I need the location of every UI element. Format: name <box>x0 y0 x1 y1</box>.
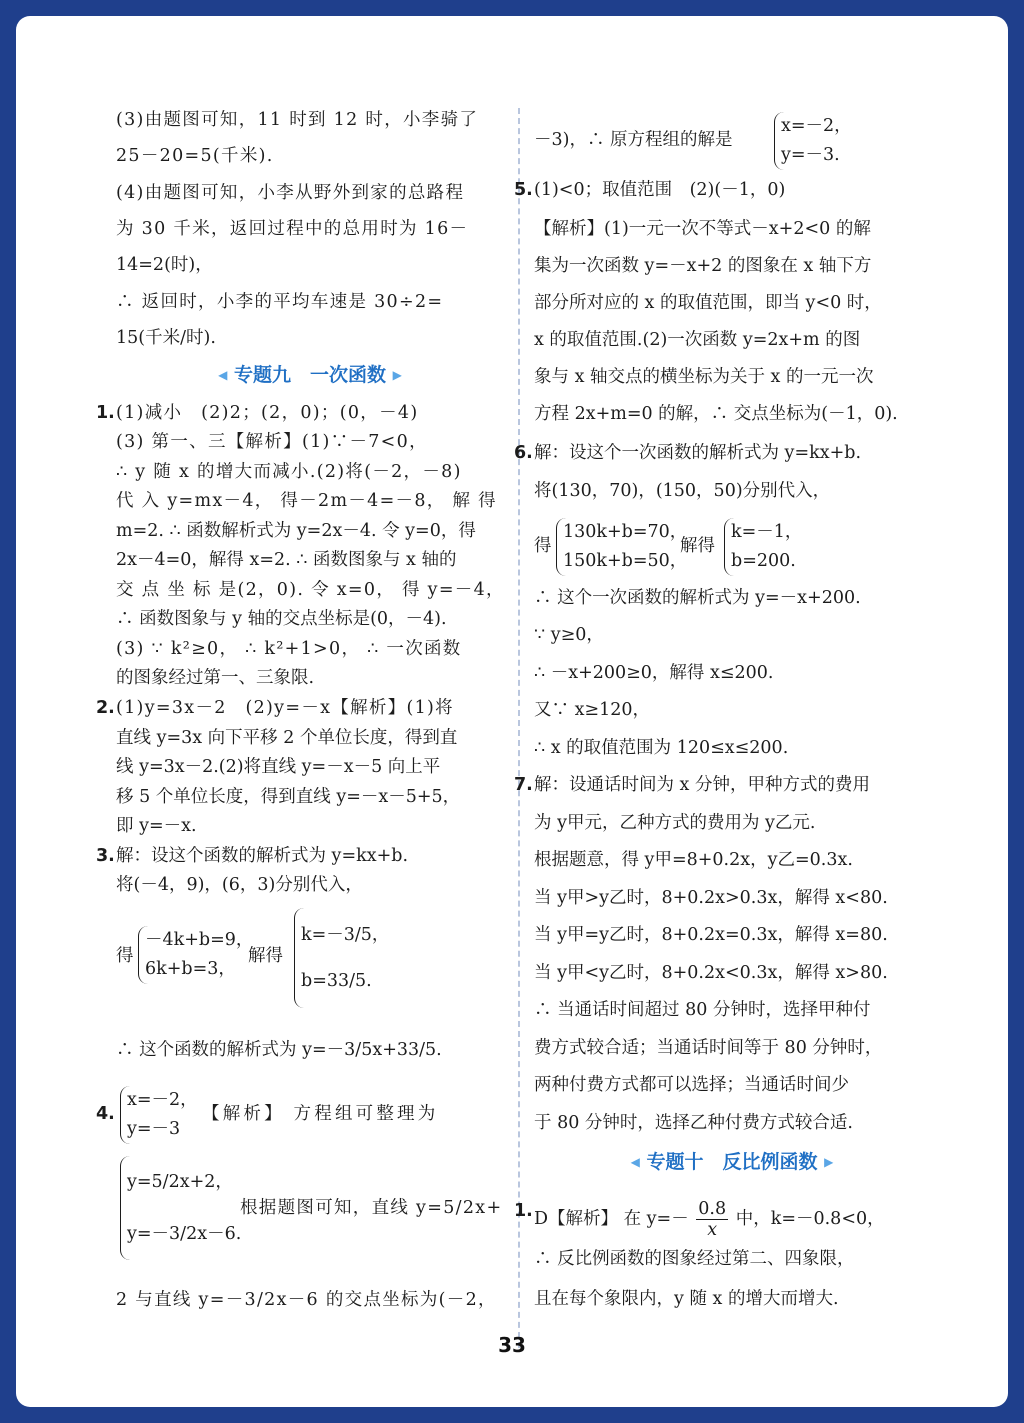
text-line: (4)由题图可知，小李从野外到家的总路程 <box>116 183 465 203</box>
text-line: 两种付费方式都可以选择；当通话时间少 <box>534 1075 849 1095</box>
equation-system <box>120 1156 241 1260</box>
text-line: 代 入 y=mx－4， 得－2m－4=－8， 解 得 <box>116 491 497 511</box>
triangle-left-icon: ◀ <box>218 368 228 382</box>
text-line: 2x－4=0，解得 x=2. ∴ 函数图象与 x 轴的 <box>116 550 457 570</box>
text-line: 部分所对应的 x 的取值范围，即当 y<0 时， <box>534 293 882 313</box>
question-number: 3. <box>96 846 115 866</box>
text-line: (3) 第一、三【解析】(1)∵－7<0， <box>116 432 428 452</box>
text-line: 根据题意，得 y甲=8+0.2x，y乙=0.3x. <box>534 850 853 870</box>
question-number: 5. <box>514 180 533 200</box>
text-line: ∵ y≥0， <box>534 625 604 645</box>
equation: k=－1， <box>731 522 803 542</box>
text-fragment: D【解析】 在 y=－ <box>534 1209 689 1229</box>
text-line: (3)由题图可知，11 时到 12 时，小李骑了 <box>116 110 479 130</box>
equation: b=200. <box>731 551 796 571</box>
text-line: 将(130，70)，(150，50)分别代入， <box>534 481 831 501</box>
text-line: 14=2(时)， <box>116 255 213 275</box>
text-line: ∴ y 随 x 的增大而减小.(2)将(－2，－8) <box>116 462 462 482</box>
equation: 130k+b=70， <box>563 522 688 542</box>
equation: 150k+b=50， <box>563 551 688 571</box>
text-line: ∴ －x+200≥0，解得 x≤200. <box>534 663 774 683</box>
question-number: 1. <box>514 1201 533 1221</box>
fraction-denominator: x <box>707 1220 718 1240</box>
equation: －4k+b=9， <box>145 930 254 950</box>
text-line: 根据题图可知，直线 y=5/2x+ <box>240 1198 503 1218</box>
column-divider <box>518 108 520 1348</box>
text-line: －3)，∴ 原方程组的解是 <box>534 130 733 150</box>
text-line: 解得 <box>680 536 715 556</box>
equation: y=－3/2x－6. <box>127 1224 242 1244</box>
text-line: 当 y甲>y乙时，8+0.2x>0.3x，解得 x<80. <box>534 888 888 908</box>
text-line: 解：设这个一次函数的解析式为 y=kx+b. <box>534 443 862 463</box>
text-line <box>534 1199 885 1240</box>
text-line: 得 <box>534 536 552 556</box>
text-line: 为 y甲元，乙种方式的费用为 y乙元. <box>534 813 816 833</box>
text-line: 直线 y=3x 向下平移 2 个单位长度，得到直 <box>116 728 458 748</box>
triangle-left-icon: ◀ <box>630 1155 640 1169</box>
text-line: 方程 2x+m=0 的解，∴ 交点坐标为(－1，0). <box>534 404 898 424</box>
text-line: 集为一次函数 y=－x+2 的图象在 x 轴下方 <box>534 256 872 276</box>
text-line: ∴ 当通话时间超过 80 分钟时，选择甲种付 <box>534 1000 871 1020</box>
text-line: 移 5 个单位长度，得到直线 y=－x－5+5， <box>116 787 461 807</box>
text-line: 又∵ x≥120， <box>534 700 650 720</box>
question-number: 4. <box>96 1104 115 1124</box>
text-line: 即 y=－x. <box>116 816 197 836</box>
text-line: 【解析】(1)一元一次不等式－x+2<0 的解 <box>534 219 871 239</box>
text-line: x 的取值范围.(2)一次函数 y=2x+m 的图 <box>534 330 861 350</box>
document-page <box>16 16 1008 1407</box>
equation: y=－3. <box>781 145 840 165</box>
text-line: 象与 x 轴交点的横坐标为关于 x 的一元一次 <box>534 367 874 387</box>
section-heading <box>116 362 504 388</box>
text-line: (1)<0；取值范围 (2)(－1，0) <box>534 180 786 200</box>
text-line: ∴ 这个一次函数的解析式为 y=－x+200. <box>534 588 861 608</box>
equation: k=－3/5， <box>301 925 390 945</box>
text-line: 【解析】 方程组可整理为 <box>202 1104 439 1124</box>
equation: 6k+b=3， <box>145 959 236 979</box>
equation-system <box>724 518 802 576</box>
text-line: 解得 <box>248 946 283 966</box>
text-line: 解：设通话时间为 x 分钟，甲种方式的费用 <box>534 775 870 795</box>
text-line: 解：设这个函数的解析式为 y=kx+b. <box>116 846 409 866</box>
question-number: 2. <box>96 698 115 718</box>
text-line: 且在每个象限内，y 随 x 的增大而增大. <box>534 1289 839 1309</box>
text-line: m=2. ∴ 函数解析式为 y=2x－4. 令 y=0，得 <box>116 521 476 541</box>
text-line: 费方式较合适；当通话时间等于 80 分钟时， <box>534 1038 883 1058</box>
section-heading <box>534 1149 930 1175</box>
text-line: 为 30 千米，返回过程中的总用时为 16－ <box>116 219 469 239</box>
text-line: 得 <box>116 946 134 966</box>
text-line: 将(－4，9)，(6，3)分别代入， <box>116 875 363 895</box>
equation-system <box>138 926 253 984</box>
text-line: ∴ 这个函数的解析式为 y=－3/5x+33/5. <box>116 1040 442 1060</box>
text-line: ∴ x 的取值范围为 120≤x≤200. <box>534 738 789 758</box>
text-line: ∴ 反比例函数的图象经过第二、四象限， <box>534 1249 855 1269</box>
question-number: 6. <box>514 443 533 463</box>
text-line: 线 y=3x－2.(2)将直线 y=－x－5 向上平 <box>116 757 441 777</box>
text-line: 当 y甲<y乙时，8+0.2x<0.3x，解得 x>80. <box>534 963 888 983</box>
text-line: 交 点 坐 标 是(2，0). 令 x=0， 得 y=－4， <box>116 580 505 600</box>
text-line: ∴ 函数图象与 y 轴的交点坐标是(0，－4). <box>116 609 447 629</box>
fraction-numerator: 0.8 <box>698 1199 727 1219</box>
equation: x=－2， <box>781 116 852 136</box>
text-line: ∴ 返回时，小李的平均车速是 30÷2= <box>116 292 444 312</box>
text-line: 当 y甲=y乙时，8+0.2x=0.3x，解得 x=80. <box>534 925 888 945</box>
triangle-right-icon: ▶ <box>824 1155 834 1169</box>
equation-system <box>294 908 389 1008</box>
equation-system <box>774 112 852 170</box>
equation-system <box>120 1086 198 1144</box>
equation: x=－2， <box>127 1090 198 1110</box>
text-line: 15(千米/时). <box>116 328 216 348</box>
text-line: 于 80 分钟时，选择乙种付费方式较合适. <box>534 1113 853 1133</box>
section-heading-text: 专题十 反比例函数 <box>646 1151 818 1173</box>
equation: y=－3 <box>127 1119 181 1139</box>
equation: y=5/2x+2， <box>127 1172 233 1192</box>
question-number: 1. <box>96 403 115 423</box>
text-line: (3) ∵ k²≥0， ∴ k²+1>0， ∴ 一次函数 <box>116 639 462 659</box>
text-line: 25－20=5(千米). <box>116 146 274 166</box>
question-number: 7. <box>514 775 533 795</box>
page-number: 33 <box>498 1333 526 1357</box>
text-line: 2 与直线 y=－3/2x－6 的交点坐标为(－2， <box>116 1290 497 1310</box>
text-line: (1)减小 (2)2；(2，0)；(0，－4) <box>116 403 419 423</box>
equation: b=33/5. <box>301 971 372 991</box>
section-heading-text: 专题九 一次函数 <box>233 364 386 386</box>
text-fragment: 中，k=－0.8<0， <box>735 1209 885 1229</box>
text-line: (1)y=3x－2 (2)y=－x【解析】(1)将 <box>116 698 454 718</box>
text-line: 的图象经过第一、三象限. <box>116 668 315 688</box>
triangle-right-icon: ▶ <box>392 368 402 382</box>
equation-system <box>556 518 687 576</box>
fraction <box>696 1199 728 1240</box>
